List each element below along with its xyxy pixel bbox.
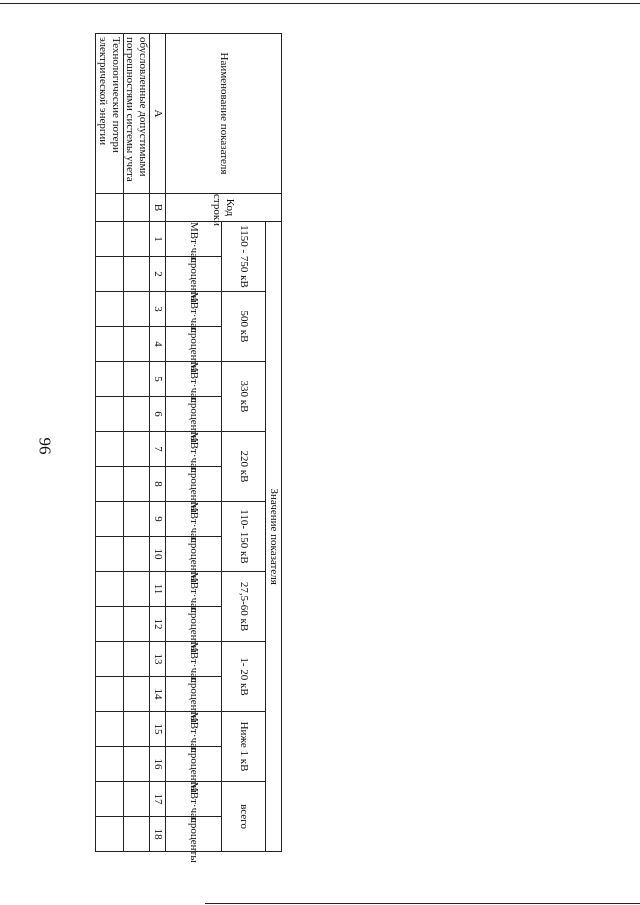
value-cell[interactable]	[96, 222, 124, 257]
column-letter-a: А	[150, 34, 166, 194]
column-number: 13	[150, 642, 166, 677]
voltage-group-header: 27,5-60 кВ	[222, 572, 266, 642]
value-cell[interactable]	[124, 222, 150, 257]
value-cell[interactable]	[96, 362, 124, 397]
unit-mwh-header: МВт·час	[166, 432, 222, 467]
column-letter-b: В	[150, 194, 166, 222]
value-cell[interactable]	[124, 397, 150, 432]
indicators-table	[95, 33, 282, 863]
unit-pct-header: проценты	[166, 257, 222, 292]
row-name-metering-errors: обусловленные допустимыми погрешностями системы учета	[124, 34, 150, 194]
value-cell[interactable]	[96, 397, 124, 432]
unit-mwh-header: МВт·час	[166, 292, 222, 327]
unit-pct-header: проценты	[166, 677, 222, 712]
voltage-group-header: 330 кВ	[222, 362, 266, 432]
column-number: 16	[150, 747, 166, 782]
bottom-rule	[205, 903, 640, 904]
voltage-group-header: Ниже 1 кВ	[222, 712, 266, 782]
voltage-group-header: 220 кВ	[222, 432, 266, 502]
column-number: 5	[150, 362, 166, 397]
column-number: 7	[150, 432, 166, 467]
column-number: 8	[150, 467, 166, 502]
value-cell[interactable]	[96, 747, 124, 782]
value-cell[interactable]	[96, 327, 124, 362]
name-column-header: Наименование показателя	[166, 34, 282, 194]
column-number: 4	[150, 327, 166, 362]
unit-mwh-header: МВт·час	[166, 222, 222, 257]
row-code-cell[interactable]	[96, 194, 124, 222]
column-number: 3	[150, 292, 166, 327]
value-cell[interactable]	[124, 642, 150, 677]
value-cell[interactable]	[96, 292, 124, 327]
voltage-group-header: 1150 - 750 кВ	[222, 222, 266, 292]
column-number: 9	[150, 502, 166, 537]
voltage-group-header: всего	[222, 782, 266, 852]
value-cell[interactable]	[124, 712, 150, 747]
unit-pct-header: проценты	[166, 467, 222, 502]
column-number: 1	[150, 222, 166, 257]
column-number: 10	[150, 537, 166, 572]
unit-pct-header: проценты	[166, 327, 222, 362]
top-rule	[0, 3, 640, 4]
value-cell[interactable]	[124, 747, 150, 782]
value-cell[interactable]	[124, 467, 150, 502]
column-number: 11	[150, 572, 166, 607]
voltage-group-header: 1- 20 кВ	[222, 642, 266, 712]
unit-mwh-header: МВт·час	[166, 782, 222, 817]
unit-mwh-header: МВт·час	[166, 502, 222, 537]
column-number: 6	[150, 397, 166, 432]
value-cell[interactable]	[124, 607, 150, 642]
rotated-table-frame	[96, 33, 282, 863]
value-cell[interactable]	[124, 502, 150, 537]
column-number: 17	[150, 782, 166, 817]
unit-mwh-header: МВт·час	[166, 712, 222, 747]
value-cell[interactable]	[124, 572, 150, 607]
voltage-group-header: 110- 150 кВ	[222, 502, 266, 572]
row-code-cell[interactable]	[124, 194, 150, 222]
value-cell[interactable]	[96, 677, 124, 712]
value-cell[interactable]	[124, 677, 150, 712]
unit-pct-header: проценты	[166, 397, 222, 432]
value-cell[interactable]	[124, 257, 150, 292]
unit-pct-header: проценты	[166, 817, 222, 852]
values-header: Значение показателя	[266, 222, 282, 852]
voltage-group-header: 500 кВ	[222, 292, 266, 362]
column-number: 15	[150, 712, 166, 747]
unit-mwh-header: МВт·час	[166, 642, 222, 677]
value-cell[interactable]	[124, 292, 150, 327]
column-number: 14	[150, 677, 166, 712]
value-cell[interactable]	[96, 782, 124, 817]
code-column-header: Код строки	[166, 194, 282, 222]
value-cell[interactable]	[124, 537, 150, 572]
value-cell[interactable]	[124, 432, 150, 467]
column-number: 18	[150, 817, 166, 852]
page-number: 96	[35, 437, 55, 455]
unit-mwh-header: МВт·час	[166, 362, 222, 397]
row-name-technological-losses: Технологические потери электрической энергии	[96, 34, 124, 194]
column-number: 12	[150, 607, 166, 642]
unit-pct-header: проценты	[166, 747, 222, 782]
value-cell[interactable]	[124, 327, 150, 362]
value-cell[interactable]	[96, 712, 124, 747]
value-cell[interactable]	[96, 607, 124, 642]
value-cell[interactable]	[96, 432, 124, 467]
value-cell[interactable]	[96, 572, 124, 607]
value-cell[interactable]	[124, 817, 150, 852]
value-cell[interactable]	[96, 502, 124, 537]
value-cell[interactable]	[96, 537, 124, 572]
value-cell[interactable]	[96, 257, 124, 292]
unit-mwh-header: МВт·час	[166, 572, 222, 607]
value-cell[interactable]	[96, 817, 124, 852]
unit-pct-header: проценты	[166, 607, 222, 642]
value-cell[interactable]	[96, 642, 124, 677]
unit-pct-header: проценты	[166, 537, 222, 572]
value-cell[interactable]	[124, 362, 150, 397]
value-cell[interactable]	[124, 782, 150, 817]
column-number: 2	[150, 257, 166, 292]
value-cell[interactable]	[96, 467, 124, 502]
